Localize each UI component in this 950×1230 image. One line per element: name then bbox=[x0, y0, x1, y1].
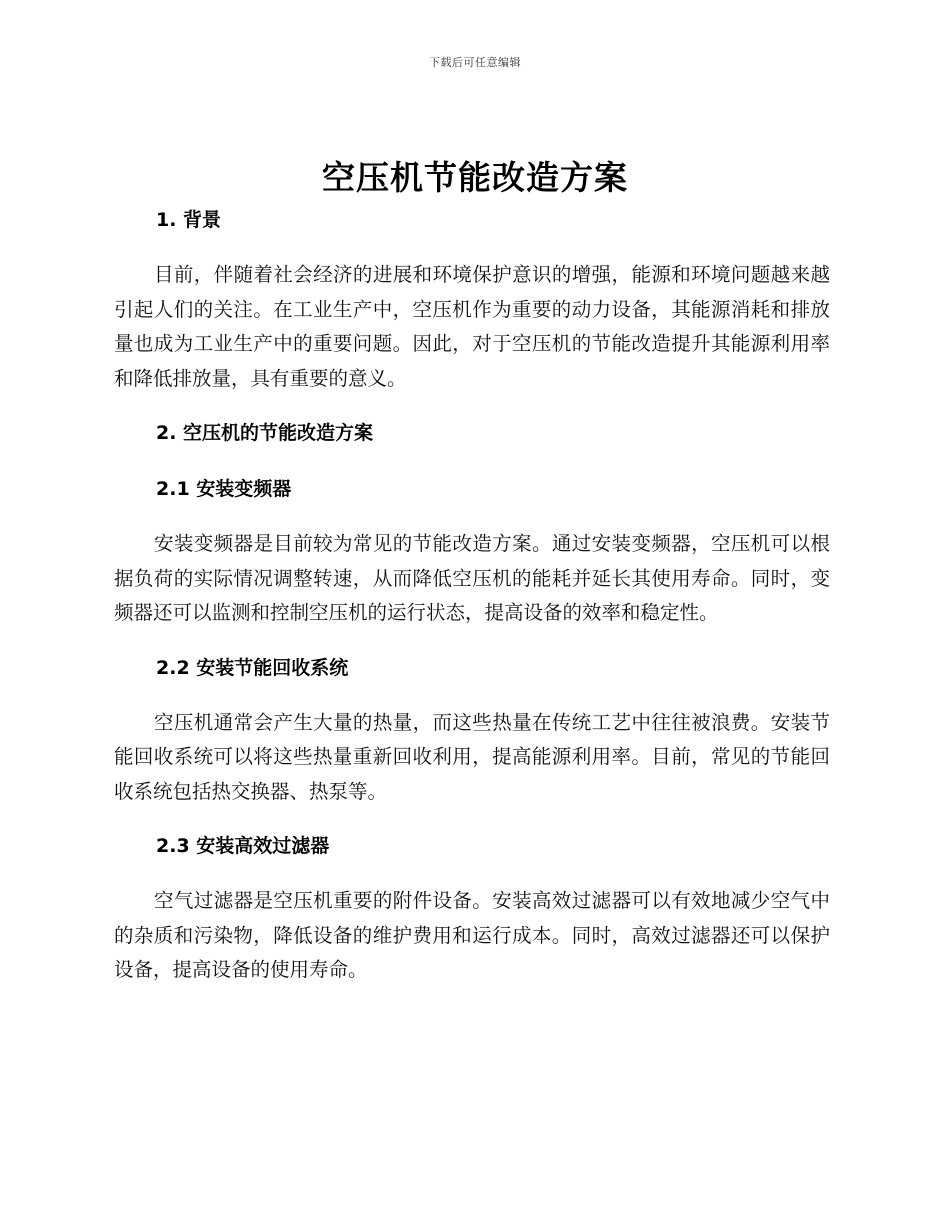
page-header-note: 下载后可任意编辑 bbox=[429, 56, 521, 69]
document-body bbox=[114, 202, 830, 1007]
paragraph-background: 目前，伴随着社会经济的进展和环境保护意识的增强，能源和环境问题越来越引起人们的关注。在工业生产中，空压机作为重要的动力设备，其能源消耗和排放量也成为工业生产中的重要问题。因此，对于空压机的节能改造提升其能源利用率和降低排放量，具有重要的意义。 bbox=[114, 263, 830, 390]
paragraph-filter: 空气过滤器是空压机重要的附件设备。安装高效过滤器可以有效地减少空气中的杂质和污染物，降低设备的维护费用和运行成本。同时，高效过滤器还可以保护设备，提高设备的使用寿命。 bbox=[114, 889, 830, 981]
paragraph-heat-recovery: 空压机通常会产生大量的热量，而这些热量在传统工艺中往往被浪费。安装节能回收系统可以将这些热量重新回收利用，提高能源利用率。目前，常见的节能回收系统包括热交换器、热泵等。 bbox=[114, 710, 830, 803]
paragraph-inverter: 安装变频器是目前较为常见的节能改造方案。通过安装变频器，空压机可以根据负荷的实际情况调整转速，从而降低空压机的能耗并延长其使用寿命。同时，变频器还可以监测和控制空压机的运行状态，提高设备的效率和稳定性。 bbox=[114, 532, 830, 624]
section-heading-heat-recovery: 2.2 安装节能回收系统 bbox=[156, 656, 349, 679]
document-title: 空压机节能改造方案 bbox=[322, 158, 628, 197]
section-heading-inverter: 2.1 安装变频器 bbox=[156, 478, 292, 500]
section-heading-background: 1. 背景 bbox=[156, 209, 222, 231]
section-heading-retrofit-plan: 2. 空压机的节能改造方案 bbox=[156, 422, 374, 444]
section-heading-filter: 2.3 安装高效过滤器 bbox=[156, 835, 330, 857]
